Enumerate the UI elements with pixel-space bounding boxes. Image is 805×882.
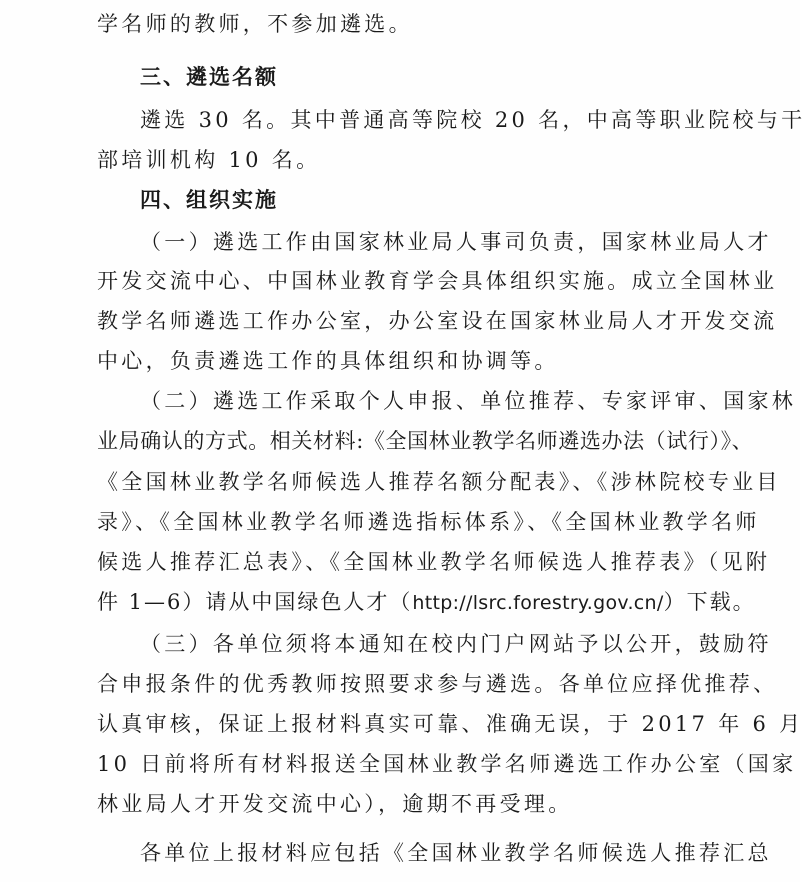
text-fragment: 件 1—6）请从中国绿色人才（: [97, 590, 413, 614]
section-heading-3: 三、遴选名额: [140, 65, 278, 89]
text-line: 林业局人才开发交流中心），逾期不再受理。: [97, 792, 573, 816]
text-line: 教学名师遴选工作办公室，办公室设在国家林业局人才开发交流: [97, 309, 778, 333]
text-fragment: ）下载。: [663, 590, 756, 614]
text-line: （二）遴选工作采取个人申报、单位推荐、专家评审、国家林: [140, 389, 797, 413]
text-line: 业局确认的方式。相关材料:《全国林业教学名师遴选办法（试行）》、: [97, 429, 754, 453]
text-line: 认真审核，保证上报材料真实可靠、准确无误，于 2017 年 6 月: [97, 712, 804, 736]
text-line: [97, 587, 756, 617]
section-heading-4: 四、组织实施: [140, 188, 278, 212]
text-line: 候选人推荐汇总表》、《全国林业教学名师候选人推荐表》（见附: [97, 550, 771, 574]
url-link[interactable]: http://lsrc.forestry.gov.cn/: [412, 592, 664, 614]
text-line: 各单位上报材料应包括《全国林业教学名师候选人推荐汇总: [140, 841, 772, 865]
text-line: 开发交流中心、中国林业教育学会具体组织实施。成立全国林业: [97, 269, 778, 293]
text-line: 录》、《全国林业教学名师遴选指标体系》、《全国林业教学名师: [97, 510, 760, 534]
text-line: 遴选 30 名。其中普通高等院校 20 名，中高等职业院校与干: [140, 108, 805, 132]
text-line: 学名师的教师，不参加遴选。: [97, 12, 413, 36]
text-line: 10 日前将所有材料报送全国林业教学名师遴选工作办公室（国家: [97, 752, 797, 776]
text-line: （三）各单位须将本通知在校内门户网站予以公开，鼓励符: [140, 632, 772, 656]
text-line: 部培训机构 10 名。: [97, 148, 321, 172]
text-line: 中心，负责遴选工作的具体组织和协调等。: [97, 349, 559, 373]
text-line: 《全国林业教学名师候选人推荐名额分配表》、《涉林院校专业目: [97, 470, 781, 494]
text-line: （一）遴选工作由国家林业局人事司负责，国家林业局人才: [140, 230, 772, 254]
text-line: 合申报条件的优秀教师按照要求参与遴选。各单位应择优推荐、: [97, 672, 778, 696]
